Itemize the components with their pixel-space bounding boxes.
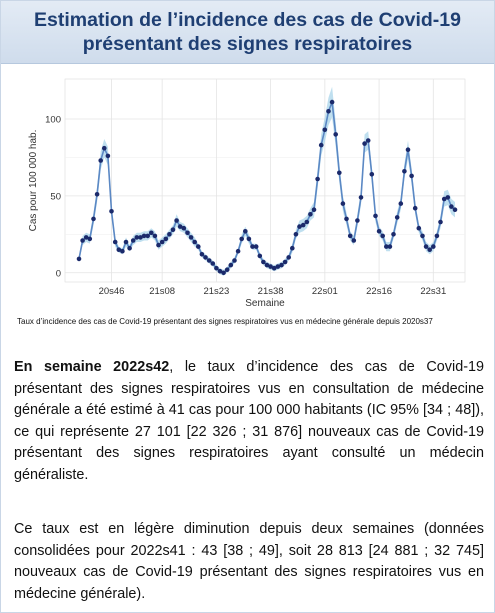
data-point <box>171 227 176 232</box>
data-point <box>109 209 114 214</box>
x-tick-label: 22s01 <box>311 286 338 297</box>
data-point <box>102 146 107 151</box>
data-point <box>229 263 234 268</box>
data-point <box>254 244 259 249</box>
data-point <box>337 171 342 176</box>
x-axis-title: Semaine <box>245 298 285 309</box>
data-point <box>413 206 418 211</box>
data-point <box>312 207 317 212</box>
data-point <box>359 195 364 200</box>
data-point <box>380 234 385 239</box>
data-point <box>200 252 205 257</box>
data-point <box>305 220 310 225</box>
data-point <box>182 226 187 231</box>
data-point <box>120 249 125 254</box>
data-point <box>417 226 422 231</box>
x-tick-label: 22s16 <box>366 286 393 297</box>
data-point <box>330 100 335 105</box>
data-point <box>294 232 299 237</box>
data-point <box>124 240 129 245</box>
data-point <box>189 235 194 240</box>
data-point <box>80 238 85 243</box>
data-point <box>290 246 295 251</box>
data-point <box>409 174 414 179</box>
data-point <box>192 240 197 245</box>
title-bar <box>1 1 494 64</box>
data-point <box>319 143 324 148</box>
data-point <box>352 238 357 243</box>
data-point <box>167 232 172 237</box>
data-point <box>232 258 237 263</box>
data-point <box>98 158 103 163</box>
data-point <box>388 244 393 249</box>
data-point <box>77 257 82 262</box>
data-point <box>127 246 132 251</box>
data-point <box>427 247 432 252</box>
data-point <box>149 231 154 236</box>
data-point <box>145 234 150 239</box>
plot-area <box>65 79 465 282</box>
data-point <box>420 234 425 239</box>
data-point <box>424 244 429 249</box>
data-point <box>438 220 443 225</box>
page-title <box>34 8 461 56</box>
data-point <box>377 229 382 234</box>
data-point <box>88 237 93 242</box>
data-point <box>373 214 378 219</box>
data-point <box>333 132 338 137</box>
data-point <box>160 240 165 245</box>
data-point <box>402 169 407 174</box>
data-point <box>211 261 216 266</box>
x-tick-label: 21s23 <box>203 286 230 297</box>
data-point <box>399 201 404 206</box>
data-point <box>348 234 353 239</box>
data-point <box>185 231 190 236</box>
data-point <box>131 238 136 243</box>
y-tick-label: 0 <box>55 268 61 280</box>
data-point <box>221 271 226 276</box>
x-tick-label: 21s08 <box>149 286 176 297</box>
data-point <box>174 218 179 223</box>
paragraph-current-week <box>14 357 484 486</box>
data-point <box>283 260 288 265</box>
data-point <box>431 244 436 249</box>
data-point <box>362 141 367 146</box>
data-point <box>301 223 306 228</box>
x-tick-label: 22s31 <box>420 286 447 297</box>
x-tick-label: 20s46 <box>98 286 125 297</box>
data-point <box>243 229 248 234</box>
data-point <box>113 240 118 245</box>
paragraph-body: , le taux d’incidence des cas de Covid-19 présentant des signes respiratoires vus en consultation de médecine générale a été estimé à 41 cas pour 100 000 habitants (IC 95% [34 ; 48]), ce qui représente 27 101 [22 326 ; 31 876] nouveaux cas de Covid-19 présentant des signes respiratoires ayant consulté un médecin généraliste. <box>14 359 484 483</box>
data-point <box>315 177 320 182</box>
incidence-chart <box>1 67 494 317</box>
data-point <box>225 267 230 272</box>
data-point <box>261 260 266 265</box>
data-point <box>370 172 375 177</box>
data-point <box>341 201 346 206</box>
data-point <box>247 237 252 242</box>
data-point <box>153 234 158 239</box>
data-point <box>435 234 440 239</box>
data-point <box>106 154 111 159</box>
paragraph-trend: Ce taux est en légère diminution depuis deux semaines (données consolidées pour 2022s41 : 43 [38 ; 49], soit 28 813 [24 881 ; 32 745] nouveaux cas de Covid-19 présentant des signes respiratoires vus en médecine générale). <box>14 521 484 602</box>
data-point <box>366 138 371 143</box>
paragraph-lead-bold: En semaine 2022s42 <box>14 359 170 375</box>
data-point <box>156 243 161 248</box>
y-axis-title: Cas pour 100 000 hab. <box>28 129 39 232</box>
data-point <box>207 258 212 263</box>
data-point <box>214 266 219 271</box>
data-point <box>446 195 451 200</box>
data-point <box>286 255 291 260</box>
y-tick-label: 100 <box>45 114 61 126</box>
title-line-1: Estimation de l’incidence des cas de Covid-19 <box>34 9 461 31</box>
x-tick-label: 21s38 <box>257 286 284 297</box>
data-point <box>239 237 244 242</box>
title-line-2: présentant des signes respiratoires <box>82 33 413 55</box>
data-point <box>326 109 331 114</box>
data-point <box>164 237 169 242</box>
data-point <box>203 255 208 260</box>
data-point <box>453 207 458 212</box>
data-point <box>323 128 328 133</box>
data-point <box>391 232 396 237</box>
data-point <box>406 147 411 152</box>
data-point <box>355 218 360 223</box>
data-point <box>95 192 100 197</box>
data-point <box>449 204 454 209</box>
data-point <box>196 244 201 249</box>
y-tick-label: 50 <box>50 191 61 203</box>
data-point <box>258 254 263 259</box>
data-point <box>344 217 349 222</box>
data-point <box>236 249 241 254</box>
data-point <box>395 215 400 220</box>
data-point <box>91 217 96 222</box>
chart-caption: Taux d’incidence des cas de Covid-19 présentant des signes respiratoires vus en médecine générale depuis 2020s37 <box>17 317 433 326</box>
data-point <box>308 212 313 217</box>
data-point <box>279 263 284 268</box>
